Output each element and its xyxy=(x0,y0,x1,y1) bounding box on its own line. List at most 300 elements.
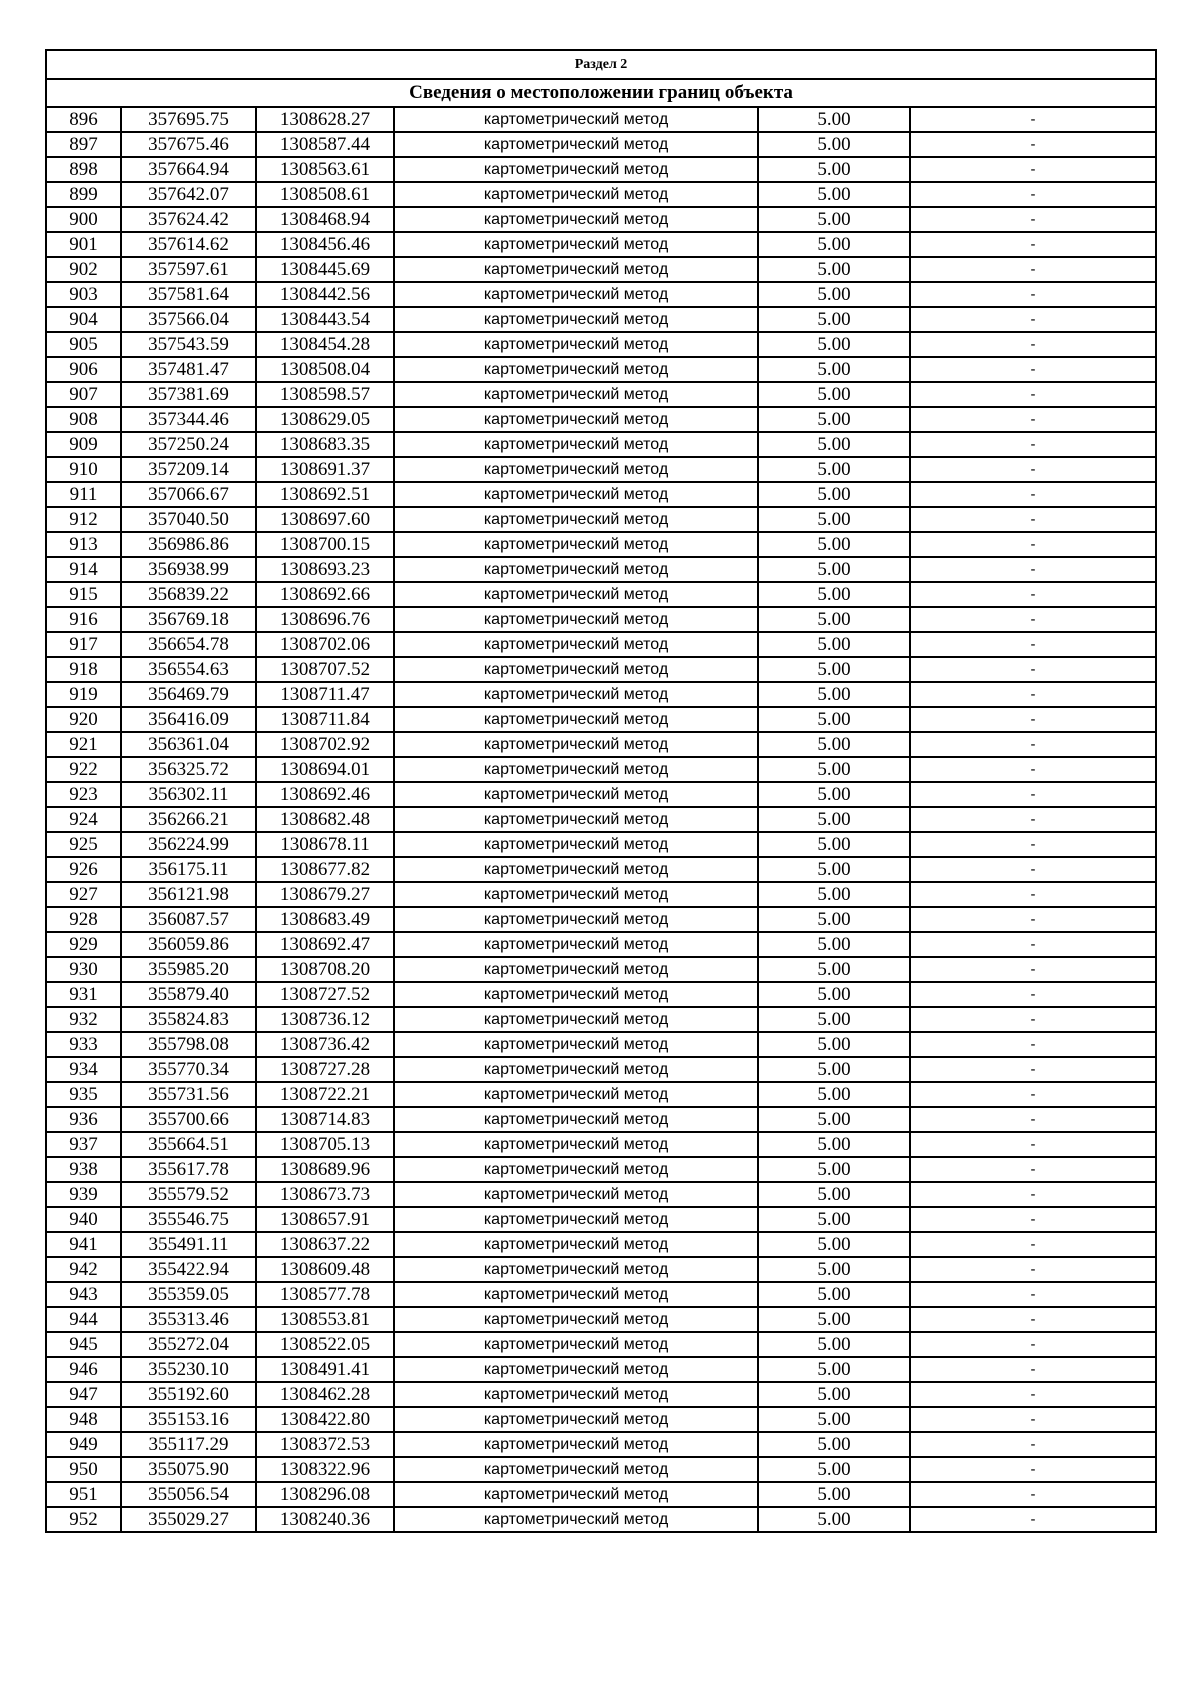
point-number-cell: 898 xyxy=(46,157,121,182)
note-cell: - xyxy=(910,807,1156,832)
method-cell: картометрический метод xyxy=(394,332,758,357)
method-cell: картометрический метод xyxy=(394,132,758,157)
accuracy-cell: 5.00 xyxy=(758,1432,910,1457)
note-cell: - xyxy=(910,107,1156,132)
table-row xyxy=(46,432,1156,457)
table-row xyxy=(46,332,1156,357)
point-number-cell: 911 xyxy=(46,482,121,507)
table-title-row xyxy=(46,79,1156,107)
table-row xyxy=(46,657,1156,682)
note-cell: - xyxy=(910,282,1156,307)
note-cell: - xyxy=(910,907,1156,932)
note-cell: - xyxy=(910,382,1156,407)
method-cell: картометрический метод xyxy=(394,582,758,607)
note-cell: - xyxy=(910,732,1156,757)
point-number-cell: 900 xyxy=(46,207,121,232)
note-cell: - xyxy=(910,857,1156,882)
note-cell: - xyxy=(910,132,1156,157)
y-coordinate-cell: 1308637.22 xyxy=(256,1232,394,1257)
note-cell: - xyxy=(910,1232,1156,1257)
table-row xyxy=(46,957,1156,982)
point-number-cell: 929 xyxy=(46,932,121,957)
note-cell: - xyxy=(910,1507,1156,1532)
x-coordinate-cell: 355056.54 xyxy=(121,1482,256,1507)
y-coordinate-cell: 1308678.11 xyxy=(256,832,394,857)
note-cell: - xyxy=(910,532,1156,557)
x-coordinate-cell: 355117.29 xyxy=(121,1432,256,1457)
method-cell: картометрический метод xyxy=(394,457,758,482)
note-cell: - xyxy=(910,632,1156,657)
x-coordinate-cell: 356469.79 xyxy=(121,682,256,707)
x-coordinate-cell: 355313.46 xyxy=(121,1307,256,1332)
table-row xyxy=(46,532,1156,557)
y-coordinate-cell: 1308692.66 xyxy=(256,582,394,607)
method-cell: картометрический метод xyxy=(394,557,758,582)
accuracy-cell: 5.00 xyxy=(758,557,910,582)
table-row xyxy=(46,1257,1156,1282)
y-coordinate-cell: 1308322.96 xyxy=(256,1457,394,1482)
point-number-cell: 938 xyxy=(46,1157,121,1182)
x-coordinate-cell: 355075.90 xyxy=(121,1457,256,1482)
y-coordinate-cell: 1308422.80 xyxy=(256,1407,394,1432)
method-cell: картометрический метод xyxy=(394,1282,758,1307)
section-header-row xyxy=(46,50,1156,79)
table-row xyxy=(46,707,1156,732)
table-row xyxy=(46,1457,1156,1482)
point-number-cell: 924 xyxy=(46,807,121,832)
method-cell: картометрический метод xyxy=(394,657,758,682)
note-cell: - xyxy=(910,332,1156,357)
y-coordinate-cell: 1308296.08 xyxy=(256,1482,394,1507)
table-row xyxy=(46,1182,1156,1207)
accuracy-cell: 5.00 xyxy=(758,332,910,357)
y-coordinate-cell: 1308683.49 xyxy=(256,907,394,932)
point-number-cell: 925 xyxy=(46,832,121,857)
table-row xyxy=(46,1332,1156,1357)
x-coordinate-cell: 355798.08 xyxy=(121,1032,256,1057)
table-row xyxy=(46,482,1156,507)
table-row xyxy=(46,607,1156,632)
note-cell: - xyxy=(910,557,1156,582)
table-row xyxy=(46,1107,1156,1132)
note-cell: - xyxy=(910,932,1156,957)
note-cell: - xyxy=(910,407,1156,432)
x-coordinate-cell: 356224.99 xyxy=(121,832,256,857)
note-cell: - xyxy=(910,782,1156,807)
note-cell: - xyxy=(910,757,1156,782)
y-coordinate-cell: 1308508.61 xyxy=(256,182,394,207)
note-cell: - xyxy=(910,707,1156,732)
x-coordinate-cell: 355579.52 xyxy=(121,1182,256,1207)
note-cell: - xyxy=(910,1407,1156,1432)
note-cell: - xyxy=(910,882,1156,907)
table-row xyxy=(46,507,1156,532)
x-coordinate-cell: 355770.34 xyxy=(121,1057,256,1082)
accuracy-cell: 5.00 xyxy=(758,507,910,532)
note-cell: - xyxy=(910,207,1156,232)
x-coordinate-cell: 356554.63 xyxy=(121,657,256,682)
x-coordinate-cell: 357642.07 xyxy=(121,182,256,207)
x-coordinate-cell: 357209.14 xyxy=(121,457,256,482)
y-coordinate-cell: 1308445.69 xyxy=(256,257,394,282)
note-cell: - xyxy=(910,1282,1156,1307)
point-number-cell: 902 xyxy=(46,257,121,282)
x-coordinate-cell: 355985.20 xyxy=(121,957,256,982)
x-coordinate-cell: 356325.72 xyxy=(121,757,256,782)
accuracy-cell: 5.00 xyxy=(758,1032,910,1057)
y-coordinate-cell: 1308673.73 xyxy=(256,1182,394,1207)
method-cell: картометрический метод xyxy=(394,182,758,207)
point-number-cell: 918 xyxy=(46,657,121,682)
x-coordinate-cell: 355029.27 xyxy=(121,1507,256,1532)
note-cell: - xyxy=(910,1032,1156,1057)
method-cell: картометрический метод xyxy=(394,632,758,657)
x-coordinate-cell: 357250.24 xyxy=(121,432,256,457)
point-number-cell: 951 xyxy=(46,1482,121,1507)
table-row xyxy=(46,807,1156,832)
table-row xyxy=(46,1432,1156,1457)
method-cell: картометрический метод xyxy=(394,1132,758,1157)
note-cell: - xyxy=(910,1207,1156,1232)
table-row xyxy=(46,1132,1156,1157)
point-number-cell: 927 xyxy=(46,882,121,907)
table-title: Сведения о местоположении границ объекта xyxy=(46,79,1156,107)
note-cell: - xyxy=(910,507,1156,532)
accuracy-cell: 5.00 xyxy=(758,132,910,157)
accuracy-cell: 5.00 xyxy=(758,832,910,857)
y-coordinate-cell: 1308702.06 xyxy=(256,632,394,657)
point-number-cell: 936 xyxy=(46,1107,121,1132)
point-number-cell: 914 xyxy=(46,557,121,582)
accuracy-cell: 5.00 xyxy=(758,857,910,882)
method-cell: картометрический метод xyxy=(394,257,758,282)
method-cell: картометрический метод xyxy=(394,1382,758,1407)
note-cell: - xyxy=(910,657,1156,682)
method-cell: картометрический метод xyxy=(394,1507,758,1532)
table-row xyxy=(46,582,1156,607)
method-cell: картометрический метод xyxy=(394,1232,758,1257)
method-cell: картометрический метод xyxy=(394,357,758,382)
table-row xyxy=(46,557,1156,582)
y-coordinate-cell: 1308563.61 xyxy=(256,157,394,182)
method-cell: картометрический метод xyxy=(394,232,758,257)
note-cell: - xyxy=(910,1382,1156,1407)
point-number-cell: 950 xyxy=(46,1457,121,1482)
accuracy-cell: 5.00 xyxy=(758,257,910,282)
x-coordinate-cell: 357040.50 xyxy=(121,507,256,532)
accuracy-cell: 5.00 xyxy=(758,657,910,682)
y-coordinate-cell: 1308707.52 xyxy=(256,657,394,682)
point-number-cell: 909 xyxy=(46,432,121,457)
point-number-cell: 904 xyxy=(46,307,121,332)
method-cell: картометрический метод xyxy=(394,982,758,1007)
x-coordinate-cell: 355192.60 xyxy=(121,1382,256,1407)
table-row xyxy=(46,1057,1156,1082)
x-coordinate-cell: 356986.86 xyxy=(121,532,256,557)
point-number-cell: 942 xyxy=(46,1257,121,1282)
x-coordinate-cell: 356059.86 xyxy=(121,932,256,957)
x-coordinate-cell: 357597.61 xyxy=(121,257,256,282)
x-coordinate-cell: 357614.62 xyxy=(121,232,256,257)
method-cell: картометрический метод xyxy=(394,1357,758,1382)
point-number-cell: 931 xyxy=(46,982,121,1007)
method-cell: картометрический метод xyxy=(394,832,758,857)
accuracy-cell: 5.00 xyxy=(758,357,910,382)
point-number-cell: 937 xyxy=(46,1132,121,1157)
x-coordinate-cell: 355879.40 xyxy=(121,982,256,1007)
table-body xyxy=(46,50,1156,1532)
x-coordinate-cell: 355824.83 xyxy=(121,1007,256,1032)
point-number-cell: 946 xyxy=(46,1357,121,1382)
y-coordinate-cell: 1308711.84 xyxy=(256,707,394,732)
note-cell: - xyxy=(910,982,1156,1007)
accuracy-cell: 5.00 xyxy=(758,607,910,632)
y-coordinate-cell: 1308629.05 xyxy=(256,407,394,432)
x-coordinate-cell: 355700.66 xyxy=(121,1107,256,1132)
method-cell: картометрический метод xyxy=(394,1257,758,1282)
y-coordinate-cell: 1308657.91 xyxy=(256,1207,394,1232)
y-coordinate-cell: 1308692.51 xyxy=(256,482,394,507)
y-coordinate-cell: 1308697.60 xyxy=(256,507,394,532)
x-coordinate-cell: 357675.46 xyxy=(121,132,256,157)
point-number-cell: 908 xyxy=(46,407,121,432)
accuracy-cell: 5.00 xyxy=(758,1282,910,1307)
table-row xyxy=(46,357,1156,382)
accuracy-cell: 5.00 xyxy=(758,1232,910,1257)
y-coordinate-cell: 1308508.04 xyxy=(256,357,394,382)
point-number-cell: 915 xyxy=(46,582,121,607)
accuracy-cell: 5.00 xyxy=(758,1457,910,1482)
accuracy-cell: 5.00 xyxy=(758,632,910,657)
method-cell: картометрический метод xyxy=(394,782,758,807)
accuracy-cell: 5.00 xyxy=(758,1057,910,1082)
point-number-cell: 920 xyxy=(46,707,121,732)
table-row xyxy=(46,1232,1156,1257)
section-label: Раздел 2 xyxy=(46,50,1156,79)
method-cell: картометрический метод xyxy=(394,532,758,557)
point-number-cell: 919 xyxy=(46,682,121,707)
table-row xyxy=(46,257,1156,282)
y-coordinate-cell: 1308692.46 xyxy=(256,782,394,807)
method-cell: картометрический метод xyxy=(394,707,758,732)
x-coordinate-cell: 355359.05 xyxy=(121,1282,256,1307)
x-coordinate-cell: 356302.11 xyxy=(121,782,256,807)
y-coordinate-cell: 1308609.48 xyxy=(256,1257,394,1282)
accuracy-cell: 5.00 xyxy=(758,157,910,182)
y-coordinate-cell: 1308722.21 xyxy=(256,1082,394,1107)
table-row xyxy=(46,1307,1156,1332)
x-coordinate-cell: 356839.22 xyxy=(121,582,256,607)
x-coordinate-cell: 356416.09 xyxy=(121,707,256,732)
accuracy-cell: 5.00 xyxy=(758,957,910,982)
note-cell: - xyxy=(910,1157,1156,1182)
y-coordinate-cell: 1308598.57 xyxy=(256,382,394,407)
table-row xyxy=(46,107,1156,132)
accuracy-cell: 5.00 xyxy=(758,1132,910,1157)
point-number-cell: 932 xyxy=(46,1007,121,1032)
table-row xyxy=(46,1157,1156,1182)
table-row xyxy=(46,1407,1156,1432)
method-cell: картометрический метод xyxy=(394,807,758,832)
method-cell: картометрический метод xyxy=(394,1432,758,1457)
point-number-cell: 935 xyxy=(46,1082,121,1107)
table-row xyxy=(46,207,1156,232)
accuracy-cell: 5.00 xyxy=(758,1082,910,1107)
table-row xyxy=(46,182,1156,207)
table-row xyxy=(46,1357,1156,1382)
x-coordinate-cell: 357581.64 xyxy=(121,282,256,307)
note-cell: - xyxy=(910,457,1156,482)
method-cell: картометрический метод xyxy=(394,1182,758,1207)
x-coordinate-cell: 357566.04 xyxy=(121,307,256,332)
method-cell: картометрический метод xyxy=(394,1057,758,1082)
method-cell: картометрический метод xyxy=(394,1207,758,1232)
method-cell: картометрический метод xyxy=(394,1457,758,1482)
y-coordinate-cell: 1308491.41 xyxy=(256,1357,394,1382)
table-row xyxy=(46,757,1156,782)
method-cell: картометрический метод xyxy=(394,857,758,882)
point-number-cell: 896 xyxy=(46,107,121,132)
x-coordinate-cell: 355272.04 xyxy=(121,1332,256,1357)
y-coordinate-cell: 1308454.28 xyxy=(256,332,394,357)
x-coordinate-cell: 356121.98 xyxy=(121,882,256,907)
note-cell: - xyxy=(910,1182,1156,1207)
x-coordinate-cell: 357543.59 xyxy=(121,332,256,357)
accuracy-cell: 5.00 xyxy=(758,1307,910,1332)
y-coordinate-cell: 1308691.37 xyxy=(256,457,394,482)
accuracy-cell: 5.00 xyxy=(758,1357,910,1382)
point-number-cell: 940 xyxy=(46,1207,121,1232)
table-row xyxy=(46,632,1156,657)
accuracy-cell: 5.00 xyxy=(758,382,910,407)
y-coordinate-cell: 1308708.20 xyxy=(256,957,394,982)
x-coordinate-cell: 357695.75 xyxy=(121,107,256,132)
y-coordinate-cell: 1308442.56 xyxy=(256,282,394,307)
point-number-cell: 930 xyxy=(46,957,121,982)
note-cell: - xyxy=(910,1257,1156,1282)
method-cell: картометрический метод xyxy=(394,957,758,982)
table-row xyxy=(46,1082,1156,1107)
x-coordinate-cell: 356266.21 xyxy=(121,807,256,832)
point-number-cell: 943 xyxy=(46,1282,121,1307)
table-row xyxy=(46,682,1156,707)
note-cell: - xyxy=(910,1432,1156,1457)
table-row xyxy=(46,1482,1156,1507)
x-coordinate-cell: 356087.57 xyxy=(121,907,256,932)
y-coordinate-cell: 1308736.12 xyxy=(256,1007,394,1032)
point-number-cell: 947 xyxy=(46,1382,121,1407)
method-cell: картометрический метод xyxy=(394,1007,758,1032)
method-cell: картометрический метод xyxy=(394,407,758,432)
method-cell: картометрический метод xyxy=(394,1107,758,1132)
method-cell: картометрический метод xyxy=(394,682,758,707)
note-cell: - xyxy=(910,832,1156,857)
y-coordinate-cell: 1308682.48 xyxy=(256,807,394,832)
note-cell: - xyxy=(910,607,1156,632)
y-coordinate-cell: 1308628.27 xyxy=(256,107,394,132)
method-cell: картометрический метод xyxy=(394,932,758,957)
method-cell: картометрический метод xyxy=(394,1482,758,1507)
point-number-cell: 948 xyxy=(46,1407,121,1432)
note-cell: - xyxy=(910,682,1156,707)
table-row xyxy=(46,1507,1156,1532)
table-row xyxy=(46,382,1156,407)
accuracy-cell: 5.00 xyxy=(758,682,910,707)
method-cell: картометрический метод xyxy=(394,1407,758,1432)
note-cell: - xyxy=(910,957,1156,982)
point-number-cell: 901 xyxy=(46,232,121,257)
point-number-cell: 949 xyxy=(46,1432,121,1457)
point-number-cell: 944 xyxy=(46,1307,121,1332)
y-coordinate-cell: 1308372.53 xyxy=(256,1432,394,1457)
table-row xyxy=(46,782,1156,807)
point-number-cell: 912 xyxy=(46,507,121,532)
y-coordinate-cell: 1308587.44 xyxy=(256,132,394,157)
accuracy-cell: 5.00 xyxy=(758,1482,910,1507)
table-row xyxy=(46,832,1156,857)
point-number-cell: 922 xyxy=(46,757,121,782)
accuracy-cell: 5.00 xyxy=(758,907,910,932)
point-number-cell: 897 xyxy=(46,132,121,157)
method-cell: картометрический метод xyxy=(394,1157,758,1182)
accuracy-cell: 5.00 xyxy=(758,1507,910,1532)
accuracy-cell: 5.00 xyxy=(758,1007,910,1032)
x-coordinate-cell: 356654.78 xyxy=(121,632,256,657)
point-number-cell: 907 xyxy=(46,382,121,407)
point-number-cell: 928 xyxy=(46,907,121,932)
method-cell: картометрический метод xyxy=(394,482,758,507)
point-number-cell: 913 xyxy=(46,532,121,557)
note-cell: - xyxy=(910,432,1156,457)
point-number-cell: 945 xyxy=(46,1332,121,1357)
note-cell: - xyxy=(910,1482,1156,1507)
table-row xyxy=(46,732,1156,757)
table-row xyxy=(46,457,1156,482)
table-row xyxy=(46,932,1156,957)
accuracy-cell: 5.00 xyxy=(758,457,910,482)
table-row xyxy=(46,1007,1156,1032)
note-cell: - xyxy=(910,1082,1156,1107)
table-row xyxy=(46,307,1156,332)
note-cell: - xyxy=(910,1307,1156,1332)
point-number-cell: 916 xyxy=(46,607,121,632)
y-coordinate-cell: 1308714.83 xyxy=(256,1107,394,1132)
accuracy-cell: 5.00 xyxy=(758,932,910,957)
x-coordinate-cell: 357344.46 xyxy=(121,407,256,432)
note-cell: - xyxy=(910,182,1156,207)
accuracy-cell: 5.00 xyxy=(758,1182,910,1207)
y-coordinate-cell: 1308462.28 xyxy=(256,1382,394,1407)
x-coordinate-cell: 355664.51 xyxy=(121,1132,256,1157)
y-coordinate-cell: 1308240.36 xyxy=(256,1507,394,1532)
x-coordinate-cell: 356361.04 xyxy=(121,732,256,757)
method-cell: картометрический метод xyxy=(394,1032,758,1057)
y-coordinate-cell: 1308443.54 xyxy=(256,307,394,332)
point-number-cell: 905 xyxy=(46,332,121,357)
point-number-cell: 952 xyxy=(46,1507,121,1532)
method-cell: картометрический метод xyxy=(394,207,758,232)
point-number-cell: 933 xyxy=(46,1032,121,1057)
x-coordinate-cell: 355153.16 xyxy=(121,1407,256,1432)
method-cell: картометрический метод xyxy=(394,282,758,307)
accuracy-cell: 5.00 xyxy=(758,182,910,207)
x-coordinate-cell: 357664.94 xyxy=(121,157,256,182)
table-row xyxy=(46,157,1156,182)
method-cell: картометрический метод xyxy=(394,907,758,932)
accuracy-cell: 5.00 xyxy=(758,1382,910,1407)
x-coordinate-cell: 355731.56 xyxy=(121,1082,256,1107)
table-row xyxy=(46,232,1156,257)
